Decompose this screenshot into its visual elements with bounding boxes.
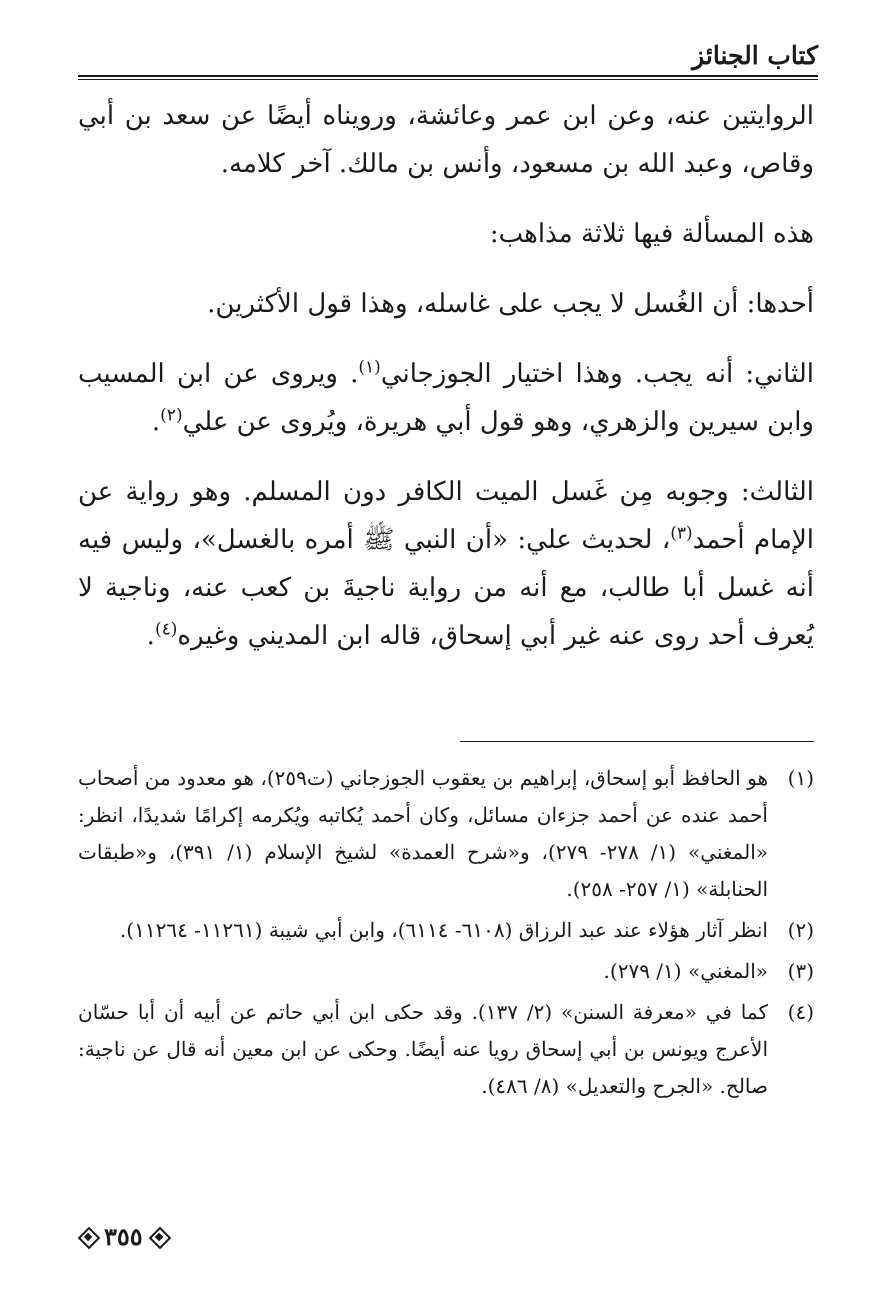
footnote-text: كما في «معرفة السنن» (٢/ ١٣٧). وقد حكى ابن أبي حاتم عن أبيه أن أبا حسّان الأعرج ويونس بن أبي إسحاق رويا عنه أيضًا. وحكى عن ابن معين أنه قال عن ناجية: صالح. «الجرح والتعديل» (٨/ ٤٨٦).	[78, 1000, 768, 1098]
paragraph-1: الروايتين عنه، وعن ابن عمر وعائشة، ورويناه أيضًا عن سعد بن أبي وقاص، وعبد الله بن مسعود، وأنس بن مالك. آخر كلامه.	[78, 101, 814, 179]
footnote-text: انظر آثار هؤلاء عند عبد الرزاق (٦١٠٨- ٦١١٤)، وابن أبي شيبة (١١٢٦١- ١١٢٦٤).	[119, 918, 768, 942]
page-number-text: ٣٥٥	[104, 1222, 143, 1251]
paragraph-4-text-c: .	[151, 407, 161, 437]
paragraph-4-text-a: الثاني: أنه يجب. وهذا اختيار الجوزجاني	[380, 359, 814, 389]
header-rule-thin	[78, 79, 818, 80]
paragraph-4	[78, 350, 814, 446]
footnote-separator	[460, 741, 814, 742]
paragraph-5-text-a: الثالث: وجوبه مِن غَسل الميت الكافر دون المسلم. وهو رواية عن الإمام أحمد	[78, 477, 814, 555]
footnote-ref-3[interactable]: (٣)	[670, 523, 693, 544]
footnote-text: «المغني» (١/ ٢٧٩).	[603, 959, 768, 983]
footnote-2	[78, 912, 814, 949]
ornament-icon	[149, 1227, 169, 1247]
footnote-number: (١)	[787, 766, 814, 790]
paragraph-5-text-c: .	[146, 621, 155, 651]
paragraph-4-text-b: . ويروى عن ابن المسيب وابن سيرين والزهري، وهو قول أبي هريرة، ويُروى عن علي	[78, 359, 814, 437]
footnote-ref-2[interactable]: (٢)	[160, 405, 183, 426]
running-head: كتاب الجنائز	[692, 41, 818, 70]
footnote-number: (٤)	[787, 1000, 814, 1024]
ornament-icon	[78, 1227, 98, 1247]
footnote-number: (٢)	[787, 918, 814, 942]
footnote-1	[78, 760, 814, 908]
paragraph-2: هذه المسألة فيها ثلاثة مذاهب:	[489, 219, 814, 249]
header-rule	[78, 75, 818, 77]
footnote-3	[78, 953, 814, 990]
footnote-ref-4[interactable]: (٤)	[154, 619, 178, 640]
main-text	[78, 92, 814, 660]
paragraph-3: أحدها: أن الغُسل لا يجب على غاسله، وهذا قول الأكثرين.	[207, 289, 814, 319]
footnote-ref-1[interactable]: (١)	[358, 357, 381, 378]
footnotes	[78, 760, 814, 1109]
page-number	[78, 1222, 169, 1252]
paragraph-5	[78, 468, 814, 660]
footnote-number: (٣)	[787, 959, 814, 983]
paragraph-5-text-b: ، لحديث علي: «أن النبي ﷺ أمره بالغسل»، وليس فيه أنه غسل أبا طالب، مع أنه من رواية ناجيةَ بن كعب عنه، وناجية لا يُعرف أحد روى عنه غير أبي إسحاق، قاله ابن المديني وغيره	[78, 525, 814, 651]
footnote-text: هو الحافظ أبو إسحاق، إبراهيم بن يعقوب الجوزجاني (ت٢٥٩)، هو معدود من أصحاب أحمد عنده عن أحمد جزءان مسائل، وكان أحمد يُكاتبه ويُكرمه إكرامًا شديدًا، انظر: «المغني» (١/ ٢٧٨- ٢٧٩)، و«شرح العمدة» لشيخ الإسلام (١/ ٣٩١)، و«طبقات الحنابلة» (١/ ٢٥٧- ٢٥٨).	[78, 766, 769, 901]
footnote-4	[78, 994, 814, 1105]
